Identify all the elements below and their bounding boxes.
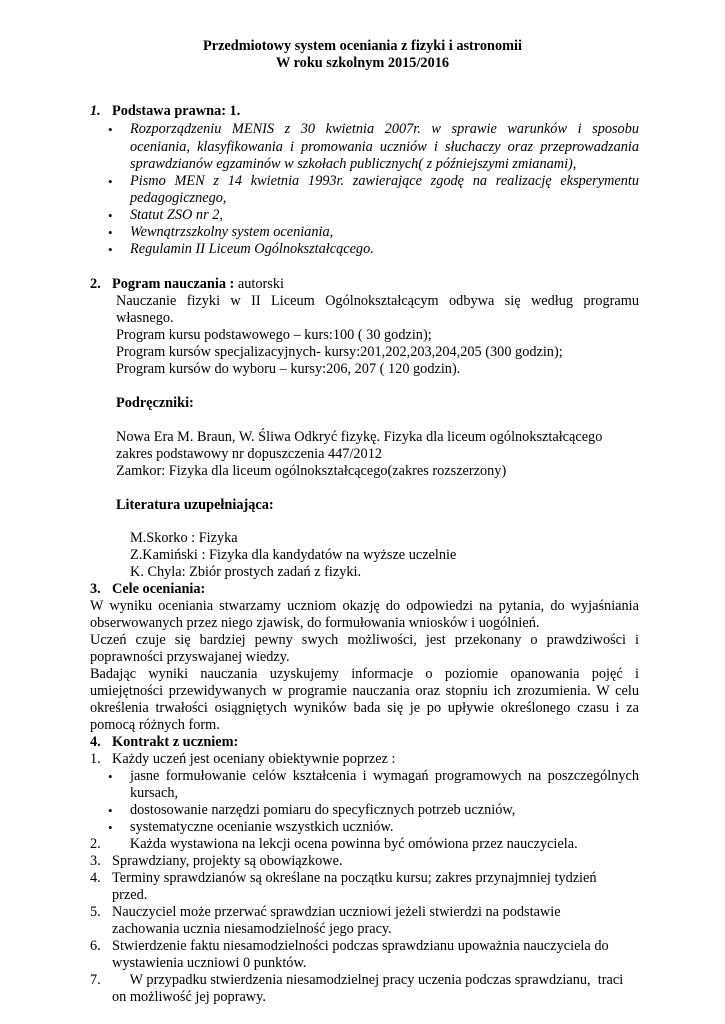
section3-line7: określenia trwałości osiągniętych wyników bada się je po upływie określonego czasu i za — [90, 700, 639, 716]
section1-item2-line1: Pismo MEN z 14 kwietnia 1993r. zawierające zgodę na realizację eksperymentu — [130, 173, 639, 189]
section1-item1-line3: sprawdzianów egzaminów w szkołach publicznych( z późniejszymi zmianami), — [130, 156, 577, 172]
sub-bullet1-line2: kursach, — [130, 785, 179, 801]
bullet-icon: • — [108, 208, 113, 223]
bullet-icon: • — [108, 820, 113, 835]
bullet-icon: • — [108, 225, 113, 240]
bullet-icon: • — [108, 242, 113, 257]
textbooks-line2: zakres podstawowy nr dopuszczenia 447/2012 — [116, 446, 383, 462]
section3-line5: Badając wyniki nauczania uzyskujemy informacje o poziomie opanowania pojęć i — [90, 666, 639, 682]
section2-heading: Pogram nauczania : — [112, 276, 235, 292]
bullet-icon: • — [108, 174, 113, 189]
section2-body-line4: Program kursów specjalizacyjnych- kursy:201,202,203,204,205 (300 godzin); — [116, 344, 563, 360]
section3-heading: Cele oceniania: — [112, 581, 206, 597]
literature-line3: K. Chyla: Zbiór prostych zadań z fizyki. — [130, 564, 362, 580]
section3-line1: W wyniku oceniania stwarzamy uczniom okazję do odpowiedzi na pytania, do wyjaśniania — [90, 598, 639, 614]
contract-item4-line2: przed. — [112, 887, 148, 903]
contract-item2-number: 2. — [90, 836, 101, 852]
contract-item7-number: 7. — [90, 972, 101, 988]
section3-line2: obserwowanych przez niego zjawisk, do formułowania wniosków i uogólnień. — [90, 615, 540, 631]
bullet-icon: • — [108, 769, 113, 784]
section3-line4: poprawności przyswajanej wiedzy. — [90, 649, 290, 665]
section2-heading-line — [112, 276, 284, 293]
section2-number: 2. — [90, 276, 101, 292]
contract-item5-line2: zachowania ucznia niesamodzielność jego pracy. — [112, 921, 392, 937]
contract-item7-line2: on możliwość jej poprawy. — [112, 989, 266, 1005]
section1-item4: Wewnątrzszkolny system oceniania, — [130, 224, 334, 240]
section3-line3: Uczeń czuje się bardziej pewny swych możliwości, jest przekonany o prawdziwości i — [90, 632, 639, 648]
bullet-icon: • — [108, 803, 113, 818]
section4-heading: Kontrakt z uczniem: — [112, 734, 239, 750]
contract-item3-number: 3. — [90, 853, 101, 869]
section1-heading: Podstawa prawna: 1. — [112, 103, 241, 119]
contract-item4-number: 4. — [90, 870, 101, 886]
literature-line2: Z.Kamiński : Fizyka dla kandydatów na wyższe uczelnie — [130, 547, 457, 563]
contract-item6-number: 6. — [90, 938, 101, 954]
section3-number: 3. — [90, 581, 101, 597]
textbooks-heading: Podręczniki: — [116, 395, 194, 411]
literature-heading: Literatura uzupełniająca: — [116, 497, 274, 513]
section4-number: 4. — [90, 734, 101, 750]
contract-item3-text: Sprawdziany, projekty są obowiązkowe. — [112, 853, 343, 869]
section1-item1-line1: Rozporządzeniu MENIS z 30 kwietnia 2007r. w sprawie warunków i sposobu — [130, 121, 639, 137]
section3-line8: pomocą różnych form. — [90, 717, 220, 733]
bullet-icon: • — [108, 122, 113, 137]
section2-body-line1: Nauczanie fizyki w II Liceum Ogólnokształcącym odbywa się według programu — [116, 293, 639, 309]
section2-heading-suffix: autorski — [234, 276, 284, 292]
contract-item1-text: Każdy uczeń jest oceniany obiektywnie poprzez : — [112, 751, 396, 767]
contract-item5-line1: Nauczyciel może przerwać sprawdzian uczniowi jeżeli stwierdzi na podstawie — [112, 904, 561, 920]
section1-number: 1. — [90, 103, 101, 119]
section3-line6: umiejętności przewidywanych w programie nauczania oraz stopniu ich zrozumienia. W celu — [90, 683, 639, 699]
section2-body-line2: własnego. — [116, 310, 174, 326]
contract-item5-number: 5. — [90, 904, 101, 920]
contract-item7-line1: W przypadku stwierdzenia niesamodzielnej pracy uczenia podczas sprawdzianu, traci — [112, 972, 624, 988]
section1-item2-line2: pedagogicznego, — [130, 190, 227, 206]
contract-item6-line1: Stwierdzenie faktu niesamodzielności podczas sprawdzianu upoważnia nauczyciela do — [112, 938, 609, 954]
section2-body-line5: Program kursów do wyboru – kursy:206, 207 ( 120 godzin). — [116, 361, 461, 377]
sub-bullet3: systematyczne ocenianie wszystkich uczniów. — [130, 819, 394, 835]
contract-item2-text: Każda wystawiona na lekcji ocena powinna być omówiona przez nauczyciela. — [112, 836, 578, 852]
sub-bullet1-line1: jasne formułowanie celów kształcenia i wymagań programowych na poszczególnych — [130, 768, 639, 784]
sub-bullet2: dostosowanie narzędzi pomiaru do specyficznych potrzeb uczniów, — [130, 802, 516, 818]
literature-line1: M.Skorko : Fizyka — [130, 530, 238, 546]
contract-item1-number: 1. — [90, 751, 101, 767]
section1-item1-line2: oceniania, klasyfikowania i promowania uczniów i słuchaczy oraz przeprowadzania — [130, 139, 639, 155]
textbooks-line1: Nowa Era M. Braun, W. Śliwa Odkryć fizykę. Fizyka dla liceum ogólnokształcącego — [116, 429, 603, 445]
document-title: Przedmiotowy system oceniania z fizyki i astronomii — [203, 38, 522, 54]
contract-item6-line2: wystawienia uczniowi 0 punktów. — [112, 955, 307, 971]
document-subtitle: W roku szkolnym 2015/2016 — [275, 55, 450, 71]
textbooks-line3: Zamkor: Fizyka dla liceum ogólnokształcącego(zakres rozszerzony) — [116, 463, 507, 479]
section1-item3: Statut ZSO nr 2, — [130, 207, 223, 223]
section1-item5: Regulamin II Liceum Ogólnokształcącego. — [130, 241, 374, 257]
contract-item4-line1: Terminy sprawdzianów są określane na początku kursu; zakres przynajmniej tydzień — [112, 870, 597, 886]
section2-body-line3: Program kursu podstawowego – kurs:100 ( 30 godzin); — [116, 327, 432, 343]
